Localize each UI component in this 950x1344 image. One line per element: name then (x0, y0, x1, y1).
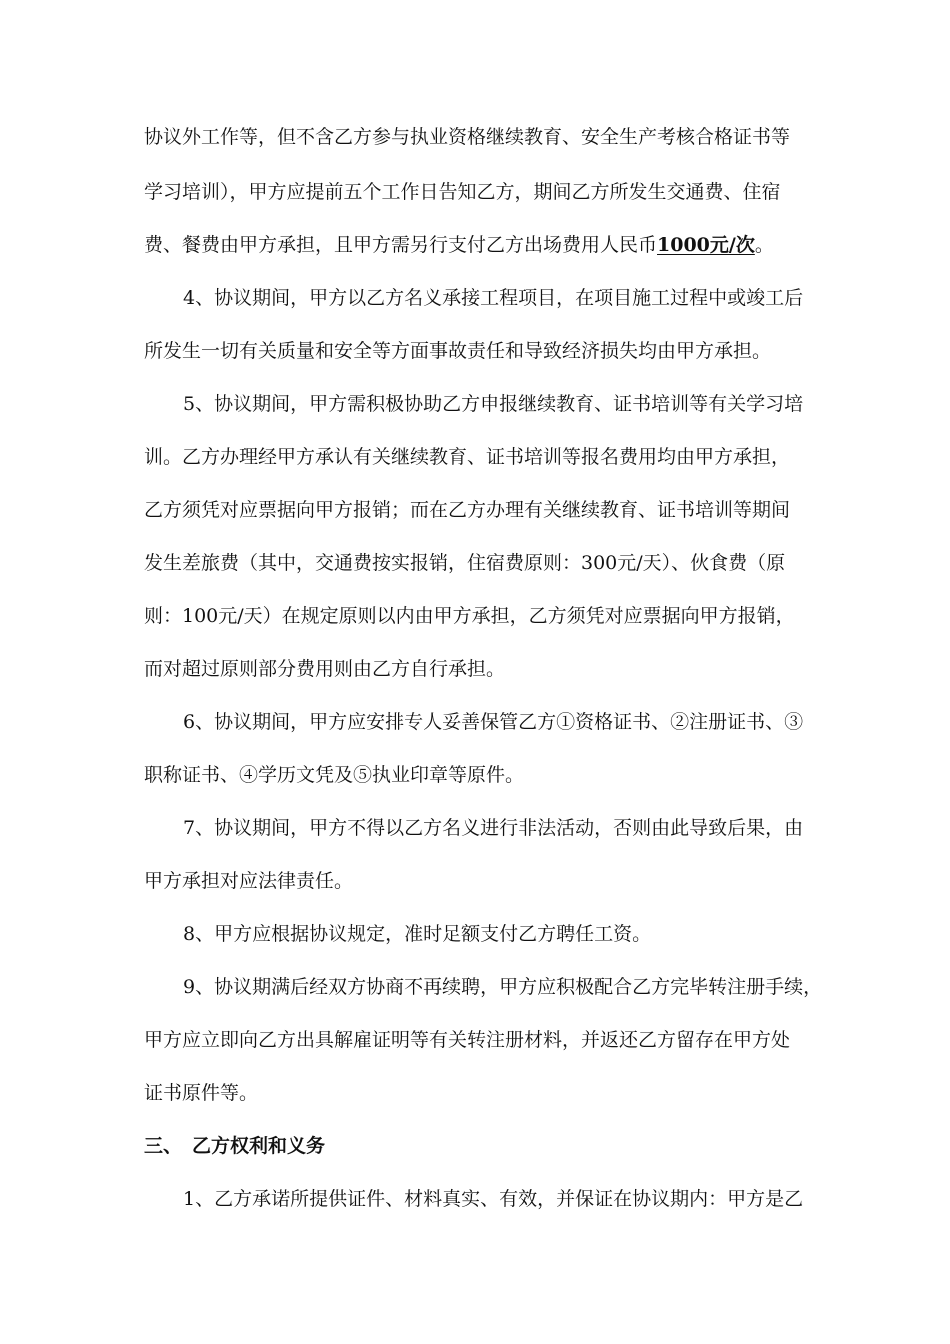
paragraph-line: 职称证书、④学历文凭及⑤执业印章等原件。 (144, 764, 525, 786)
clause-4-line: 4、协议期间，甲方以乙方名义承接工程项目，在项目施工过程中或竣工后 (183, 287, 804, 309)
paragraph-line: 训。乙方办理经甲方承认有关继续教育、证书培训等报名费用均由甲方承担， (144, 446, 791, 468)
paragraph-line: 甲方承担对应法律责任。 (144, 870, 354, 892)
paragraph-line: 甲方应立即向乙方出具解雇证明等有关转注册材料，并返还乙方留存在甲方处 (144, 1029, 791, 1051)
section-3-clause-1-line: 1、乙方承诺所提供证件、材料真实、有效，并保证在协议期内：甲方是乙 (183, 1188, 804, 1210)
fee-line-end: 。 (754, 234, 774, 256)
clause-8-line: 8、甲方应根据协议规定，准时足额支付乙方聘任工资。 (183, 923, 652, 945)
paragraph-line: 协议外工作等，但不含乙方参与执业资格继续教育、安全生产考核合格证书等 (144, 126, 791, 148)
paragraph-line: 证书原件等。 (144, 1082, 259, 1104)
paragraph-line: 则：100元/天）在规定原则以内由甲方承担，乙方须凭对应票据向甲方报销， (144, 605, 795, 627)
section-heading (144, 1133, 325, 1159)
clause-7-line: 7、协议期间，甲方不得以乙方名义进行非法活动，否则由此导致后果，由 (183, 817, 804, 839)
paragraph-line: 发生差旅费（其中，交通费按实报销，住宿费原则：300元/天）、伙食费（原 (144, 552, 786, 574)
section-title: 乙方权利和义务 (192, 1135, 326, 1157)
clause-5-line: 5、协议期间，甲方需积极协助乙方申报继续教育、证书培训等有关学习培 (183, 393, 804, 415)
clause-9-line: 9、协议期满后经双方协商不再续聘，甲方应积极配合乙方完毕转注册手续， (183, 976, 823, 998)
clause-6-line: 6、协议期间，甲方应安排专人妥善保管乙方①资格证书、②注册证书、③ (183, 711, 804, 733)
section-number: 三、 (144, 1135, 183, 1157)
fee-amount: 1000元/次 (657, 234, 755, 256)
paragraph-line: 乙方须凭对应票据向甲方报销；而在乙方办理有关继续教育、证书培训等期间 (144, 499, 791, 521)
fee-line-text: 费、餐费由甲方承担，且甲方需另行支付乙方出场费用人民币 (144, 234, 658, 256)
paragraph-line-fee (0, 232, 950, 258)
paragraph-line: 而对超过原则部分费用则由乙方自行承担。 (144, 658, 506, 680)
paragraph-line: 学习培训），甲方应提前五个工作日告知乙方，期间乙方所发生交通费、住宿 (144, 181, 781, 203)
paragraph-line: 所发生一切有关质量和安全等方面事故责任和导致经济损失均由甲方承担。 (144, 340, 772, 362)
